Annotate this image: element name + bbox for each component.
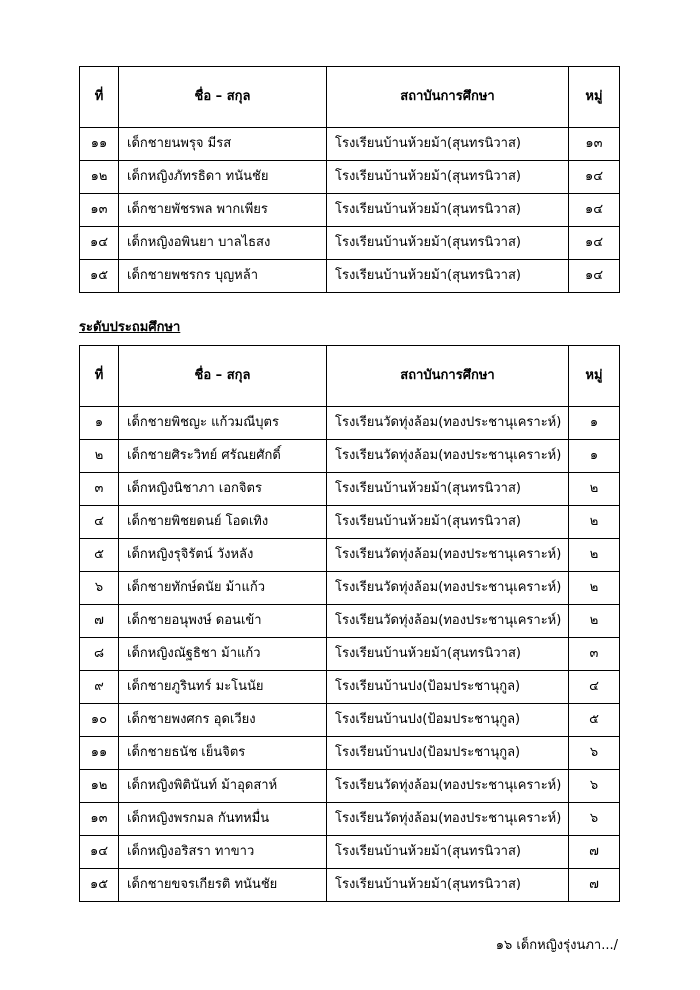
table-row	[80, 770, 620, 803]
table-header-row	[80, 67, 620, 128]
cell-school: โรงเรียนบ้านห้วยม้า(สุนทรนิวาส)	[327, 260, 569, 293]
cell-no: ๑๓	[80, 803, 119, 836]
cell-name: เด็กชายขจรเกียรติ ทนันชัย	[119, 869, 327, 902]
cell-moo: ๑๔	[569, 260, 620, 293]
header-no: ที่	[80, 67, 119, 128]
cell-moo: ๗	[569, 836, 620, 869]
cell-no: ๑๔	[80, 227, 119, 260]
cell-school: โรงเรียนบ้านห้วยม้า(สุนทรนิวาส)	[327, 869, 569, 902]
cell-moo: ๑	[569, 440, 620, 473]
cell-name: เด็กชายทักษ์ดนัย ม้าแก้ว	[119, 572, 327, 605]
cell-name: เด็กหญิงอพินยา บาลไธสง	[119, 227, 327, 260]
cell-school: โรงเรียนวัดทุ่งล้อม(ทองประชานุเคราะห์)	[327, 407, 569, 440]
cell-no: ๑๒	[80, 770, 119, 803]
student-table-2	[79, 345, 620, 902]
cell-school: โรงเรียนบ้านปง(ป้อมประชานุกูล)	[327, 704, 569, 737]
cell-no: ๑๒	[80, 161, 119, 194]
table-row	[80, 869, 620, 902]
table-row	[80, 836, 620, 869]
cell-moo: ๑๓	[569, 128, 620, 161]
header-name: ชื่อ – สกุล	[119, 67, 327, 128]
cell-name: เด็กชายอนุพงษ์ ดอนเข้า	[119, 605, 327, 638]
cell-name: เด็กชายพงศกร อุดเวียง	[119, 704, 327, 737]
cell-name: เด็กชายนพรุจ มีรส	[119, 128, 327, 161]
cell-moo: ๓	[569, 638, 620, 671]
header-moo: หมู่	[569, 67, 620, 128]
table-row	[80, 260, 620, 293]
cell-school: โรงเรียนบ้านห้วยม้า(สุนทรนิวาส)	[327, 194, 569, 227]
cell-no: ๑๕	[80, 869, 119, 902]
table-row	[80, 671, 620, 704]
cell-school: โรงเรียนวัดทุ่งล้อม(ทองประชานุเคราะห์)	[327, 572, 569, 605]
cell-no: ๕	[80, 539, 119, 572]
cell-no: ๑๓	[80, 194, 119, 227]
cell-no: ๓	[80, 473, 119, 506]
table-row	[80, 704, 620, 737]
section-heading-primary: ระดับประถมศึกษา	[79, 320, 181, 335]
cell-no: ๑๔	[80, 836, 119, 869]
cell-no: ๙	[80, 671, 119, 704]
table-row	[80, 803, 620, 836]
cell-name: เด็กชายพิชยดนย์ โอดเทิง	[119, 506, 327, 539]
cell-moo: ๑๔	[569, 161, 620, 194]
cell-school: โรงเรียนบ้านห้วยม้า(สุนทรนิวาส)	[327, 128, 569, 161]
cell-school: โรงเรียนบ้านห้วยม้า(สุนทรนิวาส)	[327, 473, 569, 506]
header-no: ที่	[80, 346, 119, 407]
cell-moo: ๒	[569, 539, 620, 572]
cell-no: ๑	[80, 407, 119, 440]
cell-no: ๗	[80, 605, 119, 638]
cell-name: เด็กหญิงพิตินันท์ ม้าอุดสาห์	[119, 770, 327, 803]
cell-school: โรงเรียนบ้านห้วยม้า(สุนทรนิวาส)	[327, 161, 569, 194]
cell-no: ๑๕	[80, 260, 119, 293]
cell-name: เด็กชายพชรกร บุญหล้า	[119, 260, 327, 293]
cell-no: ๑๑	[80, 737, 119, 770]
cell-no: ๖	[80, 572, 119, 605]
cell-name: เด็กชายศิระวิทย์ ศรัณยศักดิ์	[119, 440, 327, 473]
cell-school: โรงเรียนวัดทุ่งล้อม(ทองประชานุเคราะห์)	[327, 770, 569, 803]
table-row	[80, 539, 620, 572]
cell-name: เด็กชายพิชญะ แก้วมณีบุตร	[119, 407, 327, 440]
table-row	[80, 473, 620, 506]
cell-no: ๘	[80, 638, 119, 671]
cell-moo: ๑	[569, 407, 620, 440]
table-row	[80, 440, 620, 473]
cell-school: โรงเรียนวัดทุ่งล้อม(ทองประชานุเคราะห์)	[327, 605, 569, 638]
cell-school: โรงเรียนบ้านปง(ป้อมประชานุกูล)	[327, 671, 569, 704]
table-row	[80, 572, 620, 605]
cell-name: เด็กหญิงอริสรา ทาขาว	[119, 836, 327, 869]
cell-moo: ๔	[569, 671, 620, 704]
cell-name: เด็กหญิงณัฐธิชา ม้าแก้ว	[119, 638, 327, 671]
cell-moo: ๑๔	[569, 194, 620, 227]
table-body	[80, 407, 620, 902]
header-school: สถาบันการศึกษา	[327, 346, 569, 407]
cell-moo: ๒	[569, 605, 620, 638]
cell-school: โรงเรียนบ้านปง(ป้อมประชานุกูล)	[327, 737, 569, 770]
cell-moo: ๒	[569, 572, 620, 605]
cell-name: เด็กชายพัชรพล พากเพียร	[119, 194, 327, 227]
cell-name: เด็กหญิงภัทรธิดา ทนันชัย	[119, 161, 327, 194]
cell-moo: ๖	[569, 803, 620, 836]
cell-no: ๒	[80, 440, 119, 473]
cell-moo: ๗	[569, 869, 620, 902]
cell-school: โรงเรียนบ้านห้วยม้า(สุนทรนิวาส)	[327, 506, 569, 539]
cell-name: เด็กชายภูรินทร์ มะโนนัย	[119, 671, 327, 704]
cell-school: โรงเรียนวัดทุ่งล้อม(ทองประชานุเคราะห์)	[327, 539, 569, 572]
student-table-1	[79, 66, 620, 293]
cell-name: เด็กหญิงรุจิรัตน์ วังหลัง	[119, 539, 327, 572]
header-moo: หมู่	[569, 346, 620, 407]
cell-moo: ๕	[569, 704, 620, 737]
cell-school: โรงเรียนบ้านห้วยม้า(สุนทรนิวาส)	[327, 638, 569, 671]
cell-no: ๔	[80, 506, 119, 539]
header-school: สถาบันการศึกษา	[327, 67, 569, 128]
table-row	[80, 506, 620, 539]
cell-name: เด็กหญิงพรกมล กันทหมื่น	[119, 803, 327, 836]
table-row	[80, 638, 620, 671]
table-header-row	[80, 346, 620, 407]
cell-name: เด็กชายธนัช เย็นจิตร	[119, 737, 327, 770]
table-body	[80, 128, 620, 293]
table-row	[80, 128, 620, 161]
table-row	[80, 605, 620, 638]
table-row	[80, 161, 620, 194]
continuation-note: ๑๖ เด็กหญิงรุ่งนภา.../	[495, 938, 618, 953]
table-row	[80, 194, 620, 227]
cell-moo: ๑๔	[569, 227, 620, 260]
cell-moo: ๒	[569, 473, 620, 506]
cell-school: โรงเรียนบ้านห้วยม้า(สุนทรนิวาส)	[327, 836, 569, 869]
cell-no: ๑๐	[80, 704, 119, 737]
cell-name: เด็กหญิงนิชาภา เอกจิตร	[119, 473, 327, 506]
cell-moo: ๒	[569, 506, 620, 539]
table-row	[80, 407, 620, 440]
cell-school: โรงเรียนบ้านห้วยม้า(สุนทรนิวาส)	[327, 227, 569, 260]
cell-moo: ๖	[569, 770, 620, 803]
cell-school: โรงเรียนวัดทุ่งล้อม(ทองประชานุเคราะห์)	[327, 440, 569, 473]
header-name: ชื่อ – สกุล	[119, 346, 327, 407]
cell-no: ๑๑	[80, 128, 119, 161]
cell-moo: ๖	[569, 737, 620, 770]
cell-school: โรงเรียนวัดทุ่งล้อม(ทองประชานุเคราะห์)	[327, 803, 569, 836]
table-row	[80, 227, 620, 260]
table-row	[80, 737, 620, 770]
